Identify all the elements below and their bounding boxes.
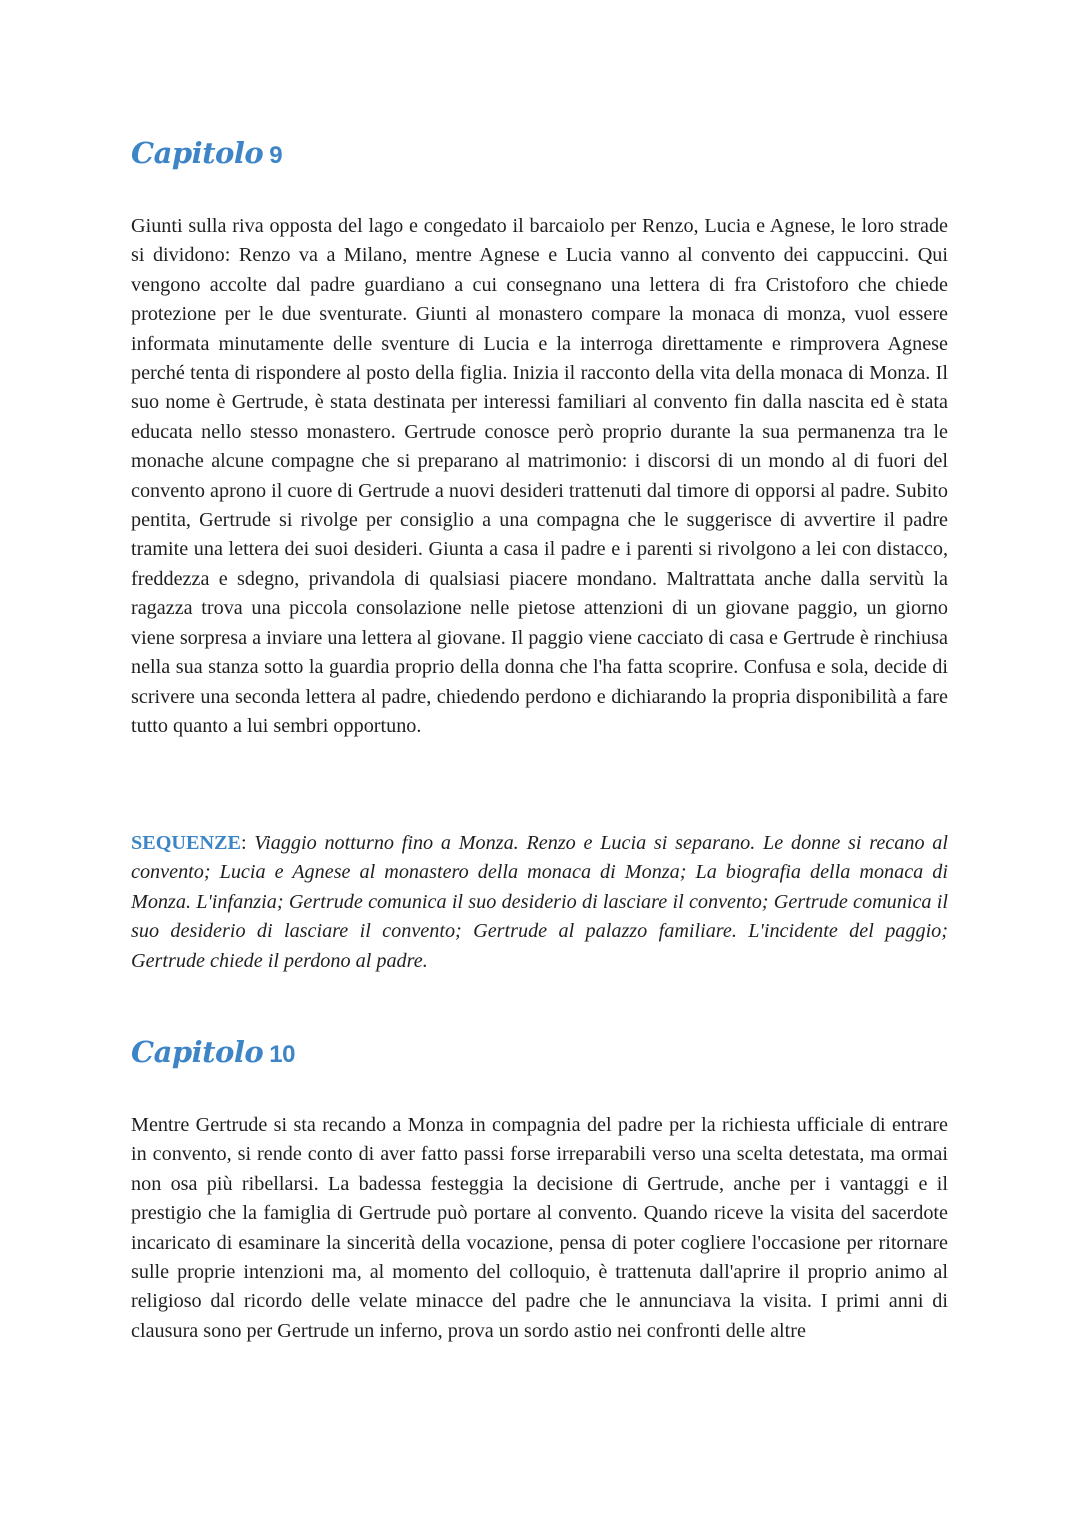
chapter-9-summary: Giunti sulla riva opposta del lago e congedato il barcaiolo per Renzo, Lucia e Agnese, le loro strade si dividono: Renzo va a Milano, mentre Agnese e Lucia vanno al convento dei cappuccini. Qui vengono accolte dal padre guardiano a cui consegnano una lettera di fra Cristoforo che chiede protezione per le due sventurate. Giunti al monastero compare la monaca di monza, vuol essere informata minutamente delle sventure di Lucia e la interroga direttamente e rimprovera Agnese perché tenta di rispondere al posto della figlia. Inizia il racconto della vita della monaca di Monza. Il suo nome è Gertrude, è stata destinata per interessi familiari al convento fin dalla nascita ed è stata educata nello stesso monastero. Gertrude conosce però proprio durante la sua permanenza tra le monache alcune compagne che si preparano al matrimonio: i discorsi di un mondo al di fuori del convento aprono il cuore di Gertrude a nuovi desideri trattenuti dal timore di opporsi al padre. Subito pentita, Gertrude si rivolge per consiglio a una compagna che le suggerisce di avvertire il padre tramite una lettera dei suoi desideri. Giunta a casa il padre e i parenti si rivolgono a lei con distacco, freddezza e sdegno, privandola di qualsiasi piacere mondano. Maltrattata anche dalla servitù la ragazza trova una piccola consolazione nelle pietose attenzioni di un giovane paggio, un giorno viene sorpresa a inviare una lettera al giovane. Il paggio viene cacciato di casa e Gertrude è rinchiusa nella sua stanza sotto la guardia proprio della donna che l'ha fatta scoprire. Confusa e sola, decide di scrivere una seconda lettera al padre, chiedendo perdono e dichiarando la propria disponibilità a fare tutto quanto a lui sembri opportuno. [131, 215, 948, 737]
chapter-9-number: 9 [269, 142, 283, 169]
chapter-9-sequences [131, 829, 948, 976]
sequences-text: Viaggio notturno fino a Monza. Renzo e Lucia si separano. Le donne si recano al convento; Lucia e Agnese al monastero della monaca di Monza; La biografia della monaca di Monza. L'infanzia; Gertrude comunica il suo desiderio di lasciare il convento; Gertrude comunica il suo desiderio di lasciare il convento; Gertrude al palazzo familiare. L'incidente del paggio; Gertrude chiede il perdono al padre. [131, 832, 948, 972]
sequences-colon: : [240, 832, 247, 854]
chapter-9-title: Capitolo [131, 136, 264, 170]
sequences-label: SEQUENZE [131, 832, 241, 854]
chapter-10-title: Capitolo [131, 1035, 264, 1069]
chapter-10-summary: Mentre Gertrude si sta recando a Monza in compagnia del padre per la richiesta ufficiale di entrare in convento, si rende conto di aver fatto passi forse irreparabili verso una scelta detestata, ma ormai non osa più ribellarsi. La badessa festeggia la decisione di Gertrude, anche per i vantaggi e il prestigio che la famiglia di Gertrude può portare al convento. Quando riceve la visita del sacerdote incaricato di esaminare la sincerità della vocazione, pensa di poter cogliere l'occasione per ritornare sulle proprie intenzioni ma, al momento del colloquio, è trattenuta dall'aprire il proprio animo al religioso dal ricordo delle velate minacce del padre che le annunciava la visita. I primi anni di clausura sono per Gertrude un inferno, prova un sordo astio nei confronti delle altre [131, 1114, 948, 1342]
chapter-10-heading [131, 1035, 295, 1069]
chapter-9-heading [131, 136, 282, 170]
chapter-10-number: 10 [269, 1041, 295, 1068]
